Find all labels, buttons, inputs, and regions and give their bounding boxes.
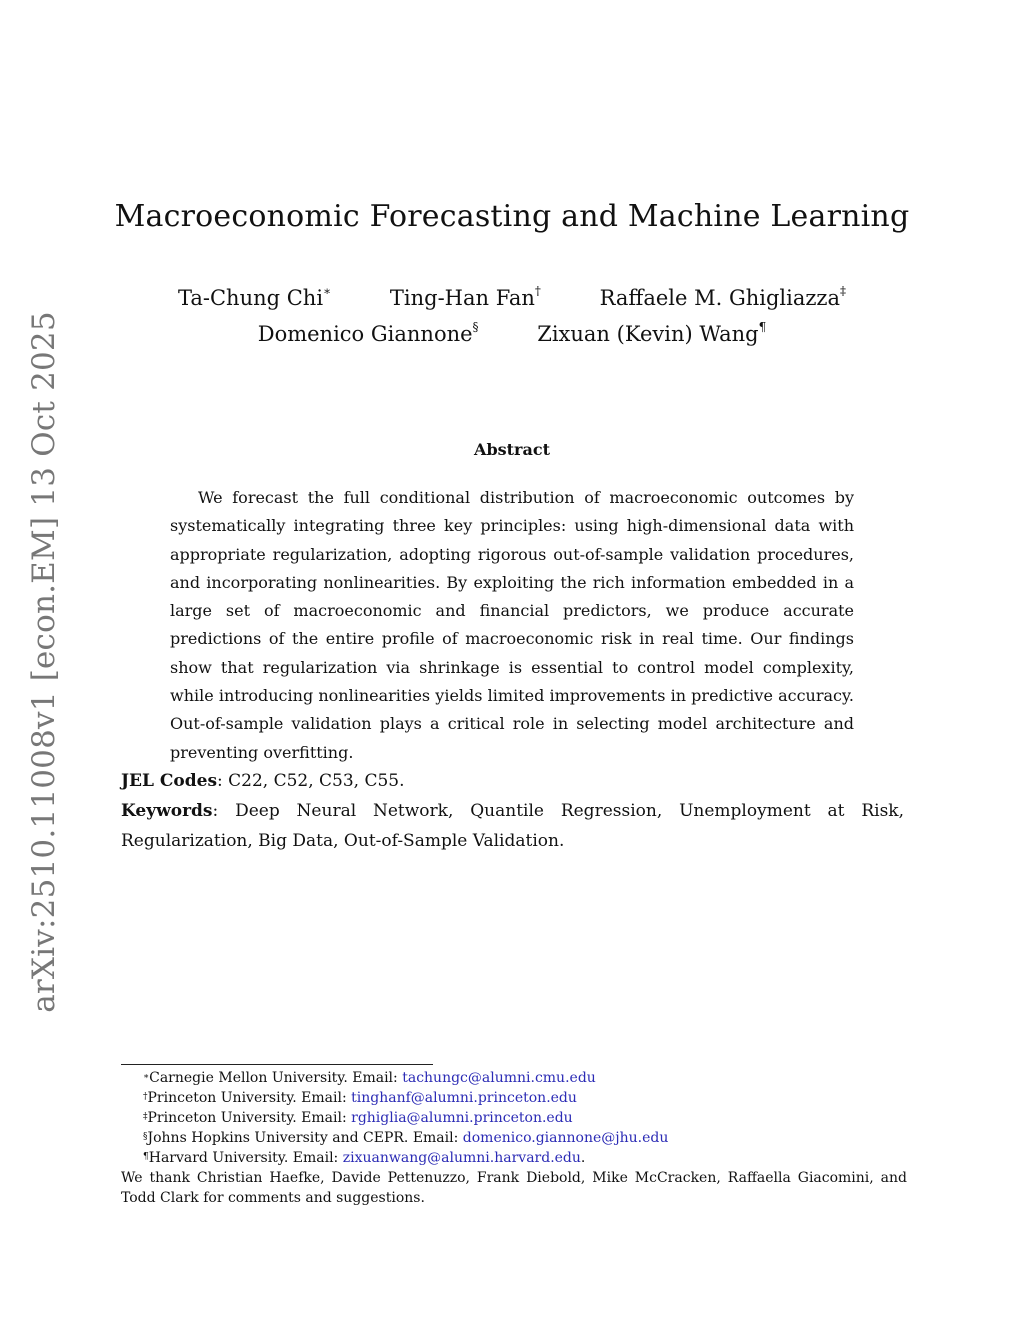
author-name: Raffaele M. Ghigliazza: [599, 286, 841, 310]
abstract-body: We forecast the full conditional distribution of macroeconomic outcomes by systematically integrating three key principles: using high-dimensional data with appropriate regularization, adopting rigorous out-of-sample validation procedures, and incorporating nonlinearities. By exploiting the rich information embedded in a large set of macroeconomic and financial predictors, we produce accurate predictions of the entire profile of macroeconomic risk in real time. Our findings show that regularization via shrinkage is essential to control model complexity, while introducing nonlinearities yields limited improvements in predictive accuracy. Out-of-sample validation plays a critical role in selecting model architecture and preventing overfitting.: [170, 488, 854, 762]
footnote-rule: [121, 1064, 433, 1065]
footnotes: [121, 1068, 907, 1208]
jel-codes: [121, 767, 904, 797]
author-footnote-mark[interactable]: ¶: [758, 320, 767, 334]
email-link[interactable]: domenico.giannone@jhu.edu: [462, 1130, 669, 1146]
keywords: [121, 797, 904, 856]
footnote: [121, 1068, 907, 1088]
footnote-mark: ‡: [143, 1112, 148, 1122]
email-link[interactable]: tinghanf@alumni.princeton.edu: [351, 1090, 577, 1106]
jel-label: JEL Codes: [121, 771, 218, 791]
author-footnote-mark[interactable]: ∗: [323, 284, 332, 298]
keywords-value: : Deep Neural Network, Quantile Regression, Unemployment at Risk, Regularization, Big Data, Out-of-Sample Validation.: [121, 801, 904, 851]
footnote-mark: §: [143, 1132, 148, 1142]
author-name: Zixuan (Kevin) Wang: [537, 322, 759, 346]
email-link[interactable]: zixuanwang@alumni.harvard.edu: [342, 1150, 581, 1166]
footnote-mark: †: [143, 1092, 148, 1102]
abstract-heading: Abstract: [474, 440, 550, 459]
keywords-label: Keywords: [121, 801, 213, 821]
footnote-text: Princeton University. Email:: [147, 1110, 352, 1126]
author: [537, 322, 766, 346]
authors-row-2: [0, 322, 1024, 346]
author: [390, 286, 541, 310]
footnote-text: Princeton University. Email:: [147, 1090, 352, 1106]
author-footnote-mark[interactable]: ‡: [840, 284, 847, 298]
author: [600, 286, 846, 310]
author: [258, 322, 479, 346]
author-name: Domenico Giannone: [257, 322, 473, 346]
paper-title: Macroeconomic Forecasting and Machine Learning: [114, 199, 910, 234]
footnote-tail: .: [580, 1150, 586, 1166]
footnote-text: Carnegie Mellon University. Email:: [149, 1070, 403, 1086]
author-name: Ting-Han Fan: [389, 286, 535, 310]
footnote: [121, 1128, 907, 1148]
jel-value: : C22, C52, C53, C55.: [217, 771, 405, 791]
acknowledgements: We thank Christian Haefke, Davide Pettenuzzo, Frank Diebold, Mike McCracken, Raffaella Giacomini, and Todd Clark for comments and suggestions.: [121, 1170, 907, 1206]
author-footnote-mark[interactable]: §: [472, 320, 479, 334]
email-link[interactable]: rghiglia@alumni.princeton.edu: [351, 1110, 573, 1126]
footnote-text: Johns Hopkins University and CEPR. Email:: [147, 1130, 463, 1146]
footnote-text: Harvard University. Email:: [148, 1150, 343, 1166]
footnote-mark: ∗: [143, 1072, 150, 1082]
footnote: [121, 1108, 907, 1128]
authors-row-1: [0, 286, 1024, 310]
arxiv-identifier: arXiv:2510.11008v1 [econ.EM] 13 Oct 2025: [26, 311, 62, 1013]
author-footnote-mark[interactable]: †: [534, 284, 541, 298]
author: [178, 286, 331, 310]
footnote: [121, 1088, 907, 1108]
author-name: Ta-Chung Chi: [177, 286, 324, 310]
email-link[interactable]: tachungc@alumni.cmu.edu: [402, 1070, 596, 1086]
footnote: [121, 1148, 907, 1168]
footnote-mark: ¶: [143, 1152, 149, 1162]
